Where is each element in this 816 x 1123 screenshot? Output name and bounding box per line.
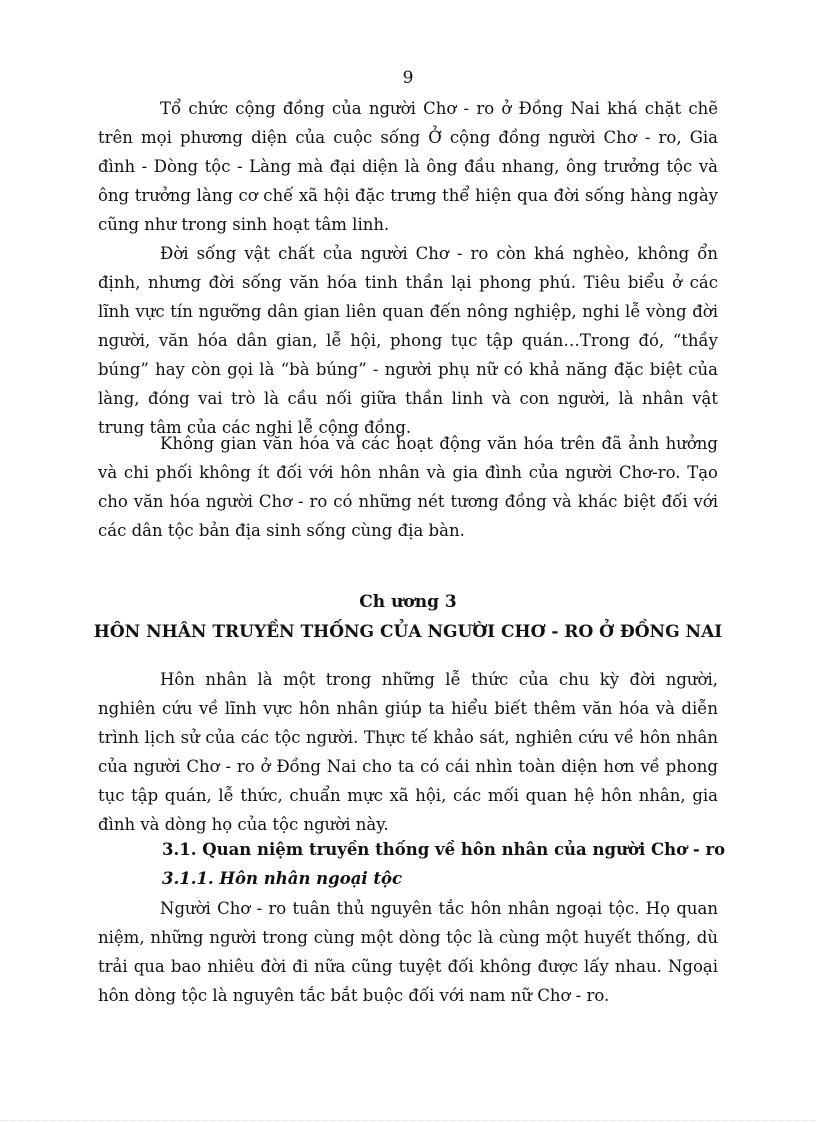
paragraph-community-organization: Tổ chức cộng đồng của người Chơ - ro ở Đồng Nai khá chặt chẽ trên mọi phương diện của cuộc sống Ở cộng đồng người Chơ - ro, Gia đình - Dòng tộc - Làng mà đại diện là ông đầu nhang, ông trưởng tộc và ông trưởng làng cơ chế xã hội đặc trưng thể hiện qua đời sống hàng ngày cũng như trong sinh hoạt tâm linh. [98,99,718,234]
page-bottom-divider [0,1120,816,1121]
subsection-heading-3-1-1: 3.1.1. Hôn nhân ngoại tộc [162,869,403,888]
paragraph-marriage-intro: Hôn nhân là một trong những lễ thức của chu kỳ đời người, nghiên cứu về lĩnh vực hôn nhân giúp ta hiểu biết thêm văn hóa và diễn trình lịch sử của các tộc người. Thực tế khảo sát, nghiên cứu về hôn nhân của người Chơ - ro ở Đồng Nai cho ta có cái nhìn toàn diện hơn về phong tục tập quán, lễ thức, chuẩn mực xã hội, các mối quan hệ hôn nhân, gia đình và dòng họ của tộc người này. [98,670,718,834]
section-heading-3-1: 3.1. Quan niệm truyền thống về hôn nhân của người Chơ - ro [162,840,726,859]
chapter-number: Ch ương 3 [359,592,457,612]
page-number: 9 [402,68,414,88]
paragraph-material-life: Đời sống vật chất của người Chơ - ro còn khá nghèo, không ổn định, nhưng đời sống văn hóa tinh thần lại phong phú. Tiêu biểu ở các lĩnh vực tín ngưỡng dân gian liên quan đến nông nghiệp, nghi lễ vòng đời người, văn hóa dân gian, lễ hội, phong tục tập quán…Trong đó, “thầy búng” hay còn gọi là “bà búng” - người phụ nữ có khả năng đặc biệt của làng, đóng vai trò là cầu nối giữa thần linh và con người, là nhân vật trung tâm của các nghi lễ cộng đồng. [98,244,718,437]
paragraph-cultural-space: Không gian văn hóa và các hoạt động văn hóa trên đã ảnh hưởng và chi phối không ít đối với hôn nhân và gia đình của người Chơ-ro. Tạo cho văn hóa người Chơ - ro có những nét tương đồng và khác biệt đối với các dân tộc bản địa sinh sống cùng địa bàn. [98,434,718,540]
chapter-title: HÔN NHÂN TRUYỀN THỐNG CỦA NGƯỜI CHƠ - RO Ở ĐỒNG NAI [93,622,723,642]
paragraph-exogamy: Người Chơ - ro tuân thủ nguyên tắc hôn nhân ngoại tộc. Họ quan niệm, những người trong cùng một dòng tộc là cùng một huyết thống, dù trải qua bao nhiêu đời đi nữa cũng tuyệt đối không được lấy nhau. Ngoại hôn dòng tộc là nguyên tắc bắt buộc đối với nam nữ Chơ - ro. [98,899,718,1005]
